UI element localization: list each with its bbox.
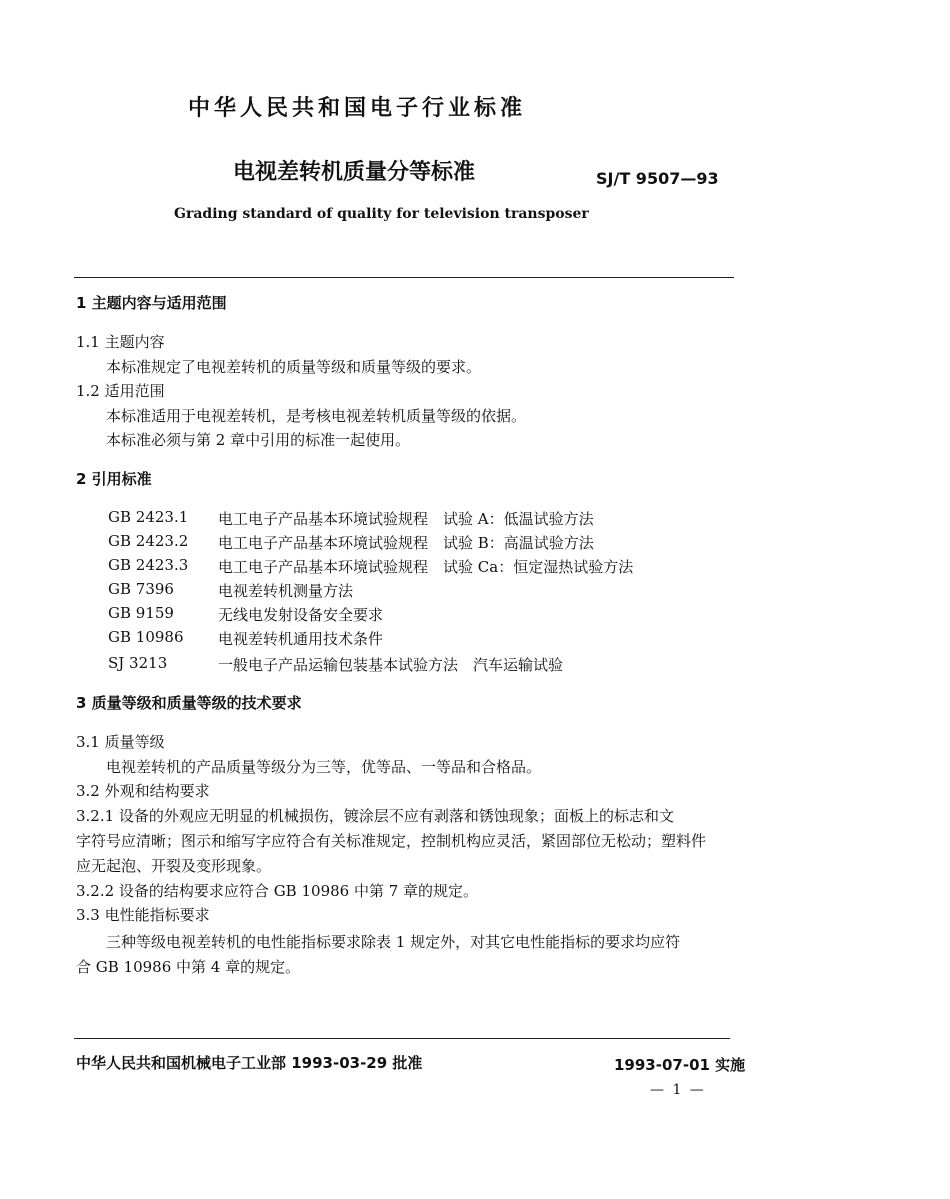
ref-code: GB 9159 <box>108 604 174 622</box>
section-1-1-text: 本标准规定了电视差转机的质量等级和质量等级的要求。 <box>106 358 482 376</box>
section-3-heading: 3 质量等级和质量等级的技术要求 <box>76 694 302 712</box>
doc-title: 电视差转机质量分等标准 <box>233 160 476 185</box>
page-number: — 1 — <box>650 1082 706 1098</box>
ref-code: GB 2423.1 <box>108 508 189 526</box>
footer-divider <box>74 1038 730 1039</box>
ref-code: GB 2423.3 <box>108 556 189 574</box>
section-1-2-text-2: 本标准必须与第 2 章中引用的标准一起使用。 <box>106 431 411 449</box>
ref-code: GB 10986 <box>108 628 184 646</box>
ref-title: 电工电子产品基本环境试验规程 试验 Ca：恒定湿热试验方法 <box>218 558 634 576</box>
ref-code: SJ 3213 <box>108 654 168 672</box>
section-3-1-text: 电视差转机的产品质量等级分为三等，优等品、一等品和合格品。 <box>106 758 542 776</box>
section-3-3-line-1: 三种等级电视差转机的电性能指标要求除表 1 规定外，对其它电性能指标的要求均应符 <box>106 933 681 951</box>
section-3-2-2-text: 3.2.2 设备的结构要求应符合 GB 10986 中第 7 章的规定。 <box>76 882 479 900</box>
ref-title: 无线电发射设备安全要求 <box>218 606 384 624</box>
section-3-2-1-line-1: 3.2.1 设备的外观应无明显的机械损伤，镀涂层不应有剥落和锈蚀现象；面板上的标志和文 <box>76 807 674 825</box>
section-3-3-line-2: 合 GB 10986 中第 4 章的规定。 <box>76 958 301 976</box>
section-3-1-heading: 3.1 质量等级 <box>76 733 165 751</box>
org-title: 中华人民共和国电子行业标准 <box>188 96 527 121</box>
english-title: Grading standard of quality for television transposer <box>174 206 589 222</box>
ref-code: GB 2423.2 <box>108 532 189 550</box>
approval-line: 中华人民共和国机械电子工业部 1993-03-29 批准 <box>76 1054 423 1072</box>
ref-title: 电视差转机通用技术条件 <box>218 630 384 648</box>
section-3-2-heading: 3.2 外观和结构要求 <box>76 782 210 800</box>
header-divider <box>74 277 734 278</box>
section-1-2-text-1: 本标准适用于电视差转机，是考核电视差转机质量等级的依据。 <box>106 407 527 425</box>
standard-number: SJ/T 9507—93 <box>596 169 719 188</box>
implementation-date: 1993-07-01 实施 <box>614 1056 746 1074</box>
section-3-2-1-line-2: 字符号应清晰；图示和缩写字应符合有关标准规定，控制机构应灵活，紧固部位无松动；塑料件 <box>76 832 707 850</box>
ref-title: 电工电子产品基本环境试验规程 试验 A：低温试验方法 <box>218 510 594 528</box>
ref-title: 一般电子产品运输包装基本试验方法 汽车运输试验 <box>218 656 564 674</box>
ref-title: 电工电子产品基本环境试验规程 试验 B：高温试验方法 <box>218 534 594 552</box>
section-3-2-1-line-3: 应无起泡、开裂及变形现象。 <box>76 857 272 875</box>
ref-code: GB 7396 <box>108 580 174 598</box>
section-2-heading: 2 引用标准 <box>76 470 152 488</box>
section-3-3-heading: 3.3 电性能指标要求 <box>76 906 210 924</box>
section-1-2-heading: 1.2 适用范围 <box>76 382 165 400</box>
section-1-1-heading: 1.1 主题内容 <box>76 333 165 351</box>
ref-title: 电视差转机测量方法 <box>218 582 354 600</box>
section-1-heading: 1 主题内容与适用范围 <box>76 294 227 312</box>
